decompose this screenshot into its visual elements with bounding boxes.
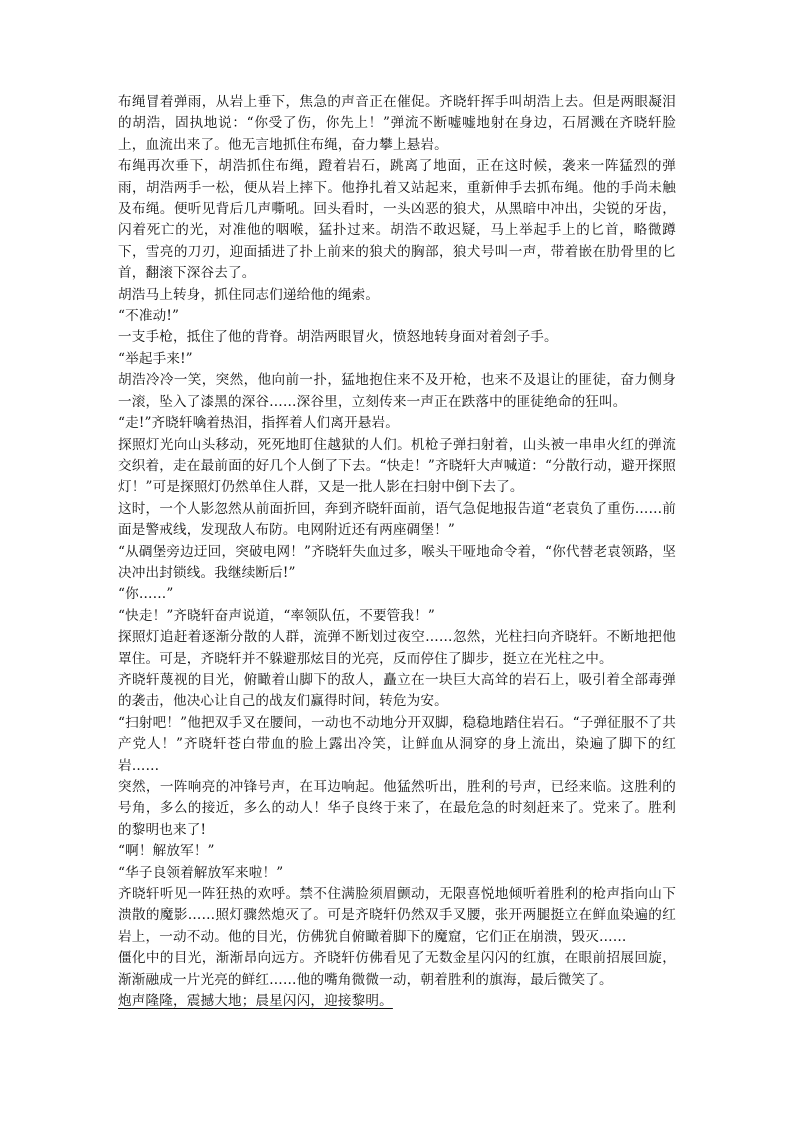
paragraph: 胡浩冷冷一笑，突然，他向前一扑，猛地抱住来不及开枪，也来不及退让的匪徒，奋力侧身一滚，坠入了漆黑的深谷……深谷里，立刻传来一声正在跌落中的匪徒绝命的狂叫。 [118, 372, 676, 410]
paragraph: “不准动!” [118, 308, 180, 325]
paragraph: “扫射吧！”他把双手叉在腰间，一动也不动地分开双脚，稳稳地踏住岩石。“子弹征服不了共产党人！”齐晓轩苍白带血的脸上露出冷笑，让鲜血从洞穿的身上流出，染遍了脚下的红岩…… [118, 714, 676, 774]
paragraph: “从碉堡旁边迂回，突破电网！”齐晓轩失血过多，喉头干哑地命令着，“你代替老袁领路，坚决冲出封锁线。我继续断后!” [118, 543, 676, 581]
paragraph: 一支手枪，抵住了他的背脊。胡浩两眼冒火，愤怒地转身面对着刽子手。 [118, 329, 558, 346]
paragraph: “啊！解放军！” [118, 843, 215, 860]
paragraph: 这时，一个人影忽然从前面折回，奔到齐晓轩面前，语气急促地报告道“老袁负了重伤……前面是警戒线，发现敌人布防。电网附近还有两座碉堡！” [118, 500, 676, 539]
paragraph: “你……” [118, 586, 174, 603]
paragraph: 僵化中的目光，渐渐昂向远方。齐晓轩仿佛看见了无数金星闪闪的红旗，在眼前招展回旋，渐渐融成一片光亮的鲜红……他的嘴角微微一动，朝着胜利的旗海，最后微笑了。 [118, 950, 676, 988]
paragraph: 齐晓轩听见一阵狂热的欢呼。禁不住满脸须眉颤动，无限喜悦地倾听着胜利的枪声指向山下溃散的魔影……照灯骤然熄灭了。可是齐晓轩仍然双手叉腰，张开两腿挺立在鲜血染遍的红岩上，一动不动。他的目光，仿佛犹自俯瞰着脚下的魔窟，它们正在崩溃，毁灭…… [118, 886, 676, 945]
paragraph: 突然，一阵响亮的冲锋号声，在耳边响起。他猛然听出，胜利的号声，已经来临。这胜利的号角，多么的接近，多么的动人！华子良终于来了，在最危急的时刻赶来了。党来了。胜利的黎明也来了! [118, 779, 676, 838]
paragraph: “快走！”齐晓轩奋声说道，“率领队伍，不要管我！” [118, 607, 436, 624]
paragraph: “华子良领着解放军来啦！” [118, 864, 284, 881]
paragraph: “举起手来!” [118, 350, 193, 367]
closing-line [118, 991, 676, 1012]
paragraph: 胡浩马上转身，抓住同志们递给他的绳索。 [118, 286, 380, 303]
underlined-closing-text: 炮声隆隆，震撼大地；晨星闪闪，迎接黎明。 [118, 993, 393, 1010]
paragraph: “走!”齐晓轩噙着热泪，指挥着人们离开悬岩。 [118, 415, 399, 432]
paragraph: 布绳冒着弹雨，从岩上垂下，焦急的声音正在催促。齐晓轩挥手叫胡浩上去。但是两眼凝泪的胡浩，固执地说：“你受了伤，你先上！”弹流不断嘘嘘地射在身边，石屑溅在齐晓轩脸上，血流出来了。他无言地抓住布绳，奋力攀上悬岩。 [118, 94, 676, 153]
paragraph: 布绳再次垂下，胡浩抓住布绳，蹬着岩石，跳离了地面，正在这时候，袭来一阵猛烈的弹雨，胡浩两手一松，便从岩上摔下。他挣扎着又站起来，重新伸手去抓布绳。他的手尚未触及布绳。便听见背后几声嘶吼。回头看时，一头凶恶的狼犬，从黑暗中冲出，尖锐的牙齿，闪着死亡的光，对准他的咽喉，猛扑过来。胡浩不敢迟疑，马上举起手上的匕首，略微蹲下，雪亮的刀刃，迎面插进了扑上前来的狼犬的胸部，狼犬号叫一声，带着嵌在肋骨里的匕首，翻滚下深谷去了。 [118, 158, 676, 282]
document-body [118, 92, 676, 1012]
paragraph: 探照灯追赶着逐渐分散的人群，流弹不断划过夜空……忽然，光柱扫向齐晓轩。不断地把他罩住。可是，齐晓轩并不躲避那炫目的光亮，反而停住了脚步，挺立在光柱之中。 [118, 629, 676, 667]
paragraph: 探照灯光向山头移动，死死地盯住越狱的人们。机枪子弹扫射着，山头被一串串火红的弹流交织着，走在最前面的好几个人倒了下去。“快走！”齐晓轩大声喊道：“分散行动，避开探照灯！”可是探照灯仍然单住人群，又是一批人影在扫射中倒下去了。 [118, 436, 676, 496]
paragraph: 齐晓轩蔑视的目光，俯瞰着山脚下的敌人，矗立在一块巨大高耸的岩石上，吸引着全部毒弹的袭击，他决心让自己的战友们赢得时间，转危为安。 [118, 671, 676, 710]
